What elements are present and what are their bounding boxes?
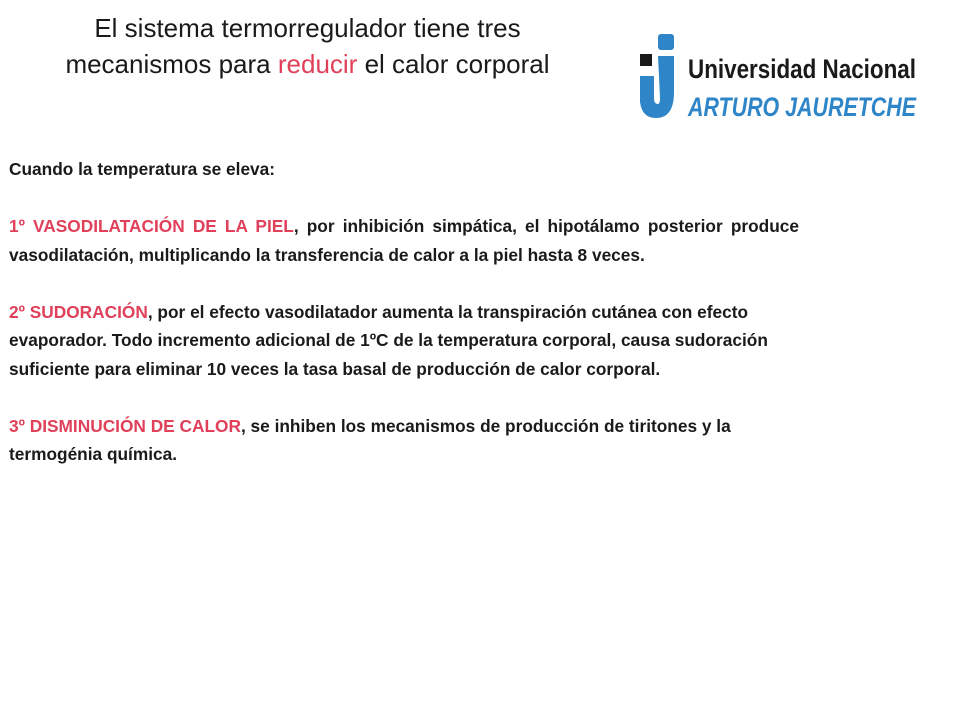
title-part-2: el calor corporal xyxy=(357,49,550,79)
mechanism-keyword-3: 3º DISMINUCIÓN DE CALOR xyxy=(9,415,241,436)
slide-body xyxy=(9,155,799,497)
mechanism-keyword-1: 1º VASODILATACIÓN DE LA PIEL xyxy=(9,216,294,236)
university-logo xyxy=(636,32,921,122)
mechanism-item-3 xyxy=(9,412,799,469)
mechanism-keyword-2: 2º SUDORACIÓN xyxy=(9,301,148,322)
mechanism-text-1: , por inhibición simpática, el hipotálamo posterior produce vasodilatación, multiplicando la transferencia de calor a la piel hasta 8 veces. xyxy=(9,216,799,265)
unaj-logo-icon xyxy=(636,32,921,122)
intro-text: Cuando la temperatura se eleva: xyxy=(9,159,276,179)
title-highlight: reducir xyxy=(277,49,358,79)
mechanism-text-3: , se inhiben los mecanismos de producción de tiritones y la termogénia química. xyxy=(9,415,731,464)
mechanism-item-2 xyxy=(9,298,799,384)
mechanism-text-2: , por el efecto vasodilatador aumenta la transpiración cutánea con efecto evaporador. Todo incremento adicional de 1ºC de la temperatura corporal, causa sudoración suficiente para eliminar 10 veces la tasa basal de producción de calor corporal. xyxy=(9,301,768,379)
logo-line-2: ARTURO JAURETCHE xyxy=(687,92,917,122)
logo-line-1: Universidad Nacional xyxy=(688,54,916,84)
title-part-1: El sistema termorregulador tiene tres mecanismos para xyxy=(65,13,521,79)
slide-title xyxy=(20,10,595,82)
mechanism-item-1 xyxy=(9,212,799,269)
